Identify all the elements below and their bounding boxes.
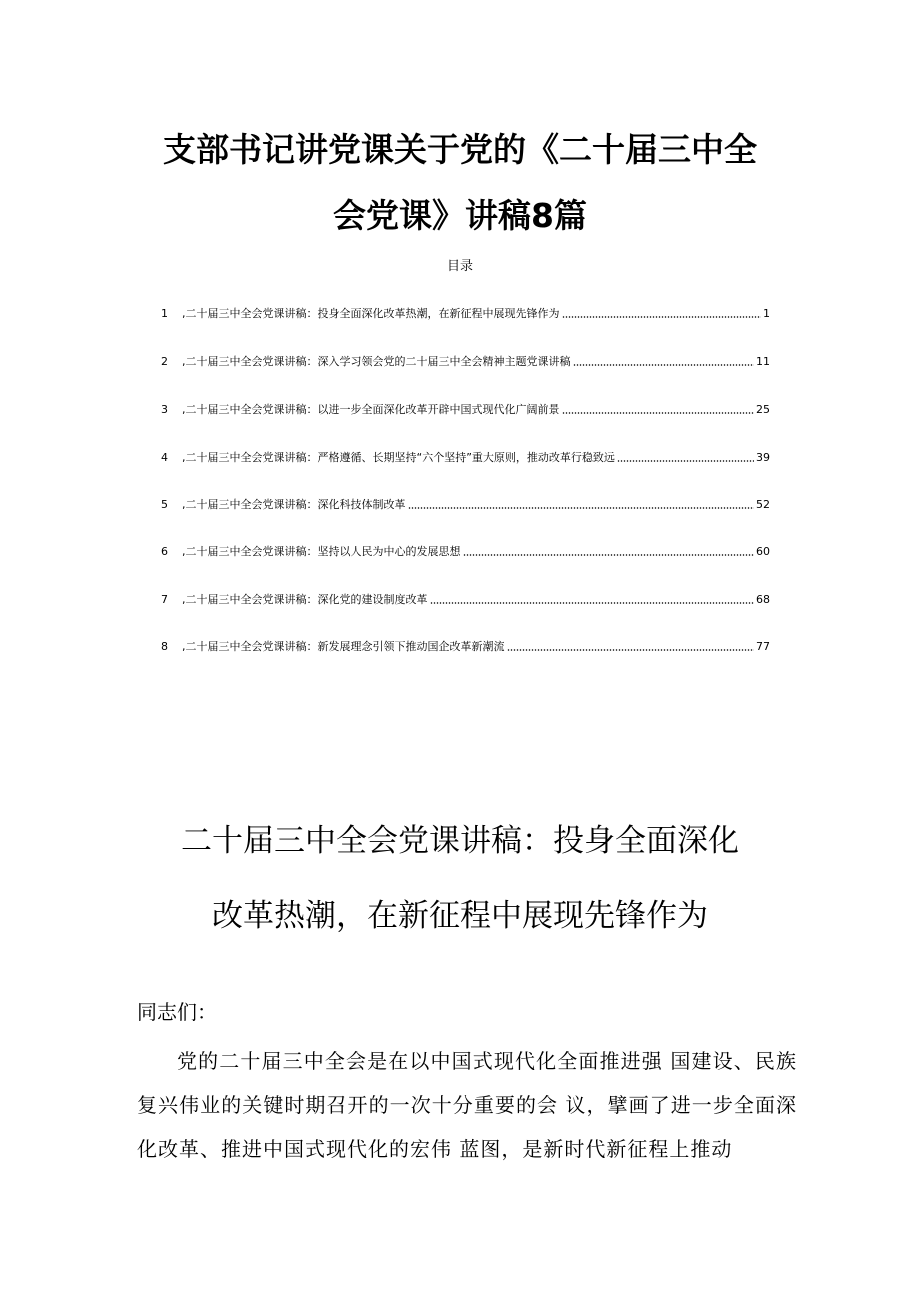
toc-entry-text: ,二十届三中全会党课讲稿：以进一步全面深化改革开辟中国式现代化广阔前景: [182, 403, 560, 416]
toc-heading: 目录: [446, 259, 473, 274]
toc-leader-dots: [562, 411, 755, 415]
section-title-line-2: 改革热潮，在新征程中展现先锋作为: [212, 898, 708, 934]
toc-entry-7[interactable]: [158, 591, 770, 609]
toc-leader-dots: [617, 459, 754, 463]
toc-entry-page: 39: [756, 451, 770, 464]
toc-entry-2[interactable]: [158, 353, 770, 371]
toc-entry-page: 77: [756, 640, 770, 653]
toc-leader-dots: [408, 506, 755, 510]
toc-entry-text: ,二十届三中全会党课讲稿：投身全面深化改革热潮，在新征程中展现先锋作为: [182, 307, 560, 320]
toc-entry-text: ,二十届三中全会党课讲稿：深化党的建设制度改革: [182, 593, 428, 606]
toc-entry-number: 6: [161, 545, 168, 558]
toc-entry-number: 3: [161, 403, 168, 416]
document-title-line-1: 支部书记讲党课关于党的《二十届三中全: [163, 130, 757, 169]
salutation: 同志们：: [137, 1000, 217, 1024]
body-paragraph: 党的二十届三中全会是在以中国式现代化全面推进强 国建设、民族复兴伟业的关键时期召开的一次十分重要的会 议，擘画了进一步全面深化改革、推进中国式现代化的宏伟 蓝图，是新时代新征程上推动: [137, 1049, 797, 1161]
toc-entry-3[interactable]: [158, 401, 770, 419]
toc-entry-page: 60: [756, 545, 770, 558]
toc-entry-number: 5: [161, 498, 168, 511]
toc-entry-4[interactable]: [158, 449, 770, 467]
toc-entry-number: 4: [161, 451, 168, 464]
toc-leader-dots: [562, 315, 762, 319]
section-title-line-1: 二十届三中全会党课讲稿：投身全面深化: [181, 823, 739, 859]
toc-entry-text: ,二十届三中全会党课讲稿：严格遵循、长期坚持“六个坚持”重大原则，推动改革行稳致远: [182, 451, 615, 464]
toc-leader-dots: [507, 648, 755, 652]
toc-entry-number: 2: [161, 355, 168, 368]
toc-entry-text: ,二十届三中全会党课讲稿：深化科技体制改革: [182, 498, 406, 511]
toc-entry-page: 25: [756, 403, 770, 416]
toc-entry-number: 8: [161, 640, 168, 653]
toc-entry-page: 68: [756, 593, 770, 606]
toc-entry-text: ,二十届三中全会党课讲稿：新发展理念引领下推动国企改革新潮流: [182, 640, 505, 653]
toc-leader-dots: [463, 553, 755, 557]
toc-entry-5[interactable]: [158, 496, 770, 514]
toc-entry-page: 11: [756, 355, 770, 368]
toc-entry-number: 7: [161, 593, 168, 606]
toc-leader-dots: [430, 601, 755, 605]
toc-entry-6[interactable]: [158, 543, 770, 561]
toc-leader-dots: [573, 363, 755, 367]
toc-entry-1[interactable]: [158, 305, 770, 323]
document-title-line-2: 会党课》讲稿8篇: [333, 196, 587, 235]
toc-entry-page: 52: [756, 498, 770, 511]
toc-entry-text: ,二十届三中全会党课讲稿：深入学习领会党的二十届三中全会精神主题党课讲稿: [182, 355, 571, 368]
toc-entry-text: ,二十届三中全会党课讲稿：坚持以人民为中心的发展思想: [182, 545, 461, 558]
toc-entry-number: 1: [161, 307, 168, 320]
toc-entry-8[interactable]: [158, 638, 770, 656]
toc-entry-page: 1: [763, 307, 770, 320]
